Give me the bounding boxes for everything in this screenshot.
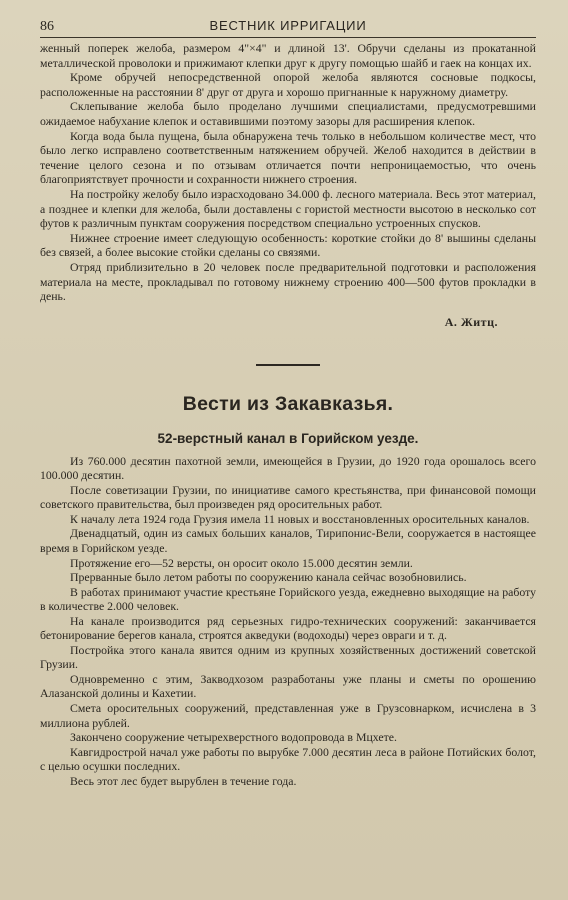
journal-title: ВЕСТНИК ИРРИГАЦИИ — [209, 18, 367, 33]
paragraph: Закончено сооружение четырехверстного водопровода в Мцхете. — [70, 730, 397, 745]
paragraph: Протяжение его—52 версты, он оросит около 15.000 десятин земли. — [70, 555, 413, 570]
paragraph: На канале производится ряд серьезных гидро-технических сооружений: заканчивается бетонирование берегов канала, строятся акведуки (водоходы) через овраги и т. д. — [40, 613, 536, 643]
paragraph: Склепывание желоба было проделано лучшими специалистами, предусмотревшими ожидаемое набухание клепок и оставившими поэтому зазоры для расширения клепок. — [40, 99, 536, 128]
paragraph: Весь этот лес будет вырублен в течение года. — [70, 773, 297, 788]
paragraph: Из 760.000 десятин пахотной земли, имеющейся в Грузии, до 1920 года орошалось всего 100.000 десятин. — [40, 453, 536, 483]
paragraph: Нижнее строение имеет следующую особенность: короткие стойки до 8' вышины сделаны без связей, а более высокие стойки сделаны со связями. — [40, 230, 536, 260]
page-header — [40, 18, 536, 38]
paragraph: Кроме обручей непосредственной опорой желоба являются сосновые подкосы, расположенные на расстоянии 8' друг от друга и хорошо пригнанные к наружному диаметру. — [40, 70, 536, 99]
author-signature: А. Житц. — [444, 314, 498, 329]
paragraph: Когда вода была пущена, была обнаружена течь только в небольшом количестве мест, что было легко исправлено соответственным натяжением обручей. Желоб находится в действии в течение целого сезона и по отзывам отличается почти непроницаемостью, что очень благоприятствует прочности и сохранности нижнего строения. — [40, 128, 536, 187]
paragraph: После советизации Грузии, по инициативе самого крестьянства, при финансовой помощи советского правительства, был произведен ряд оросительных работ. — [40, 482, 536, 512]
paragraph: Прерванные было летом работы по сооружению канала сейчас возобновились. — [70, 570, 467, 585]
paragraph: Постройка этого канала явится одним из крупных хозяйственных достижений советской Грузии. — [40, 642, 536, 672]
section-divider — [256, 364, 320, 366]
paragraph: На постройку желобу было израсходовано 34.000 ф. лесного материала. Весь этот материал, а позднее и клепки для желоба, были доставлены с гористой местности высотою в несколько сот футов к различным пунктам сооружения посредством специально устроенных спусков. — [40, 186, 536, 231]
paragraph: К началу лета 1924 года Грузия имела 11 новых и восстановленных оросительных каналов. — [70, 511, 530, 526]
section-title: Вести из Закавказья. — [182, 392, 394, 415]
paragraph: Одновременно с этим, Закводхозом разработаны уже планы и сметы по орошению Алазанской долины и Кахетии. — [40, 671, 536, 701]
paragraph: женный поперек желоба, размером 4"×4" и длиной 13'. Обручи сделаны из прокатанной металлической проволоки и прижимают клепки друг к другу помощью шайб и гаек на концах их. — [40, 41, 536, 70]
article-title: 52-верстный канал в Горийском уезде. — [157, 430, 419, 446]
paragraph: Кавгидрострой начал уже работы по вырубке 7.000 десятин леса в районе Потийских болот, с целью осушки последних. — [40, 744, 536, 774]
paragraph: Двенадцатый, один из самых больших каналов, Тирипонис-Вели, сооружается в настоящее время в Горийском уезде. — [40, 526, 536, 555]
article-body — [40, 454, 536, 789]
paragraph: Смета оросительных сооружений, представленная уже в Грузсовнарком, исчислена в 3 миллиона рублей. — [40, 700, 536, 730]
paragraph: Отряд приблизительно в 20 человек после предварительной подготовки и расположения материала на месте, прокладывал по готовому нижнему строению 400—500 футов прокладки в день. — [40, 259, 536, 304]
page-number: 86 — [40, 19, 54, 34]
continued-article — [40, 41, 536, 330]
paragraph: В работах принимают участие крестьяне Горийского уезда, ежедневно выходящие на работу в количестве 2.000 человек. — [40, 584, 536, 614]
